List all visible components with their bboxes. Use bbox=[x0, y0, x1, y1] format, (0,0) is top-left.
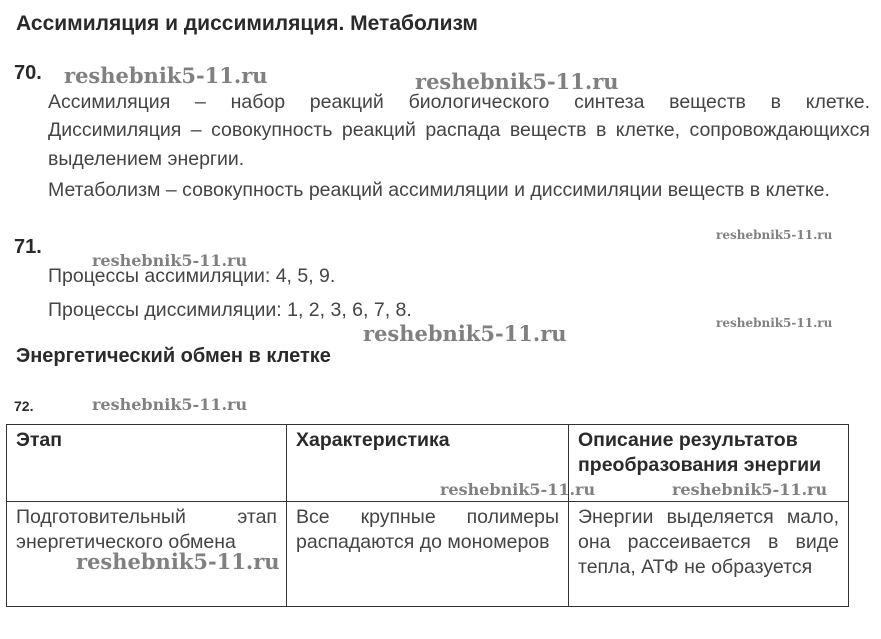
task-70-number: 70. bbox=[14, 62, 42, 84]
header-characteristic: Характеристика bbox=[287, 425, 569, 502]
task-70-dissimilation-definition: Диссимиляция – совокупность реакций распада веществ в клетке, сопровождающихся выделением энергии. bbox=[48, 119, 870, 170]
watermark: reshebnik5-11.ru bbox=[716, 228, 833, 242]
page-title: Ассимиляция и диссимиляция. Метаболизм bbox=[16, 12, 478, 35]
watermark: reshebnik5-11.ru bbox=[440, 480, 596, 499]
header-energy-result: Описание результатов преобразования энергии bbox=[569, 425, 849, 502]
watermark: reshebnik5-11.ru bbox=[76, 549, 280, 574]
watermark: reshebnik5-11.ru bbox=[415, 69, 619, 94]
cell-stage: Подготовительный этап энергетического обмена bbox=[7, 502, 287, 607]
task-70-metabolism-definition: Метаболизм – совокупность реакций ассимиляции и диссимиляции веществ в клетке. bbox=[48, 179, 830, 201]
cell-energy-result: Энергии выделяется мало, она рассеивается в виде тепла, АТФ не образуется bbox=[569, 502, 849, 607]
energy-stages-table bbox=[6, 424, 849, 607]
task-71-assimilation-processes: Процессы ассимиляции: 4, 5, 9. bbox=[48, 265, 336, 287]
watermark: reshebnik5-11.ru bbox=[64, 63, 268, 88]
section-title: Энергетический обмен в клетке bbox=[16, 345, 331, 367]
watermark: reshebnik5-11.ru bbox=[363, 321, 567, 346]
task-71-number: 71. bbox=[14, 236, 42, 258]
task-71-dissimilation-processes: Процессы диссимиляции: 1, 2, 3, 6, 7, 8. bbox=[48, 299, 412, 321]
task-70-assimilation-definition: Ассимиляция – набор реакций биологического синтеза веществ в клетке. bbox=[48, 91, 870, 113]
cell-characteristic: Все крупные полимеры распадаются до мономеров bbox=[287, 502, 569, 607]
watermark: reshebnik5-11.ru bbox=[716, 316, 833, 330]
task-72-number: 72. bbox=[14, 398, 34, 414]
header-stage: Этап bbox=[7, 425, 287, 502]
watermark: reshebnik5-11.ru bbox=[92, 395, 248, 414]
watermark: reshebnik5-11.ru bbox=[92, 251, 248, 270]
watermark: reshebnik5-11.ru bbox=[672, 480, 828, 499]
